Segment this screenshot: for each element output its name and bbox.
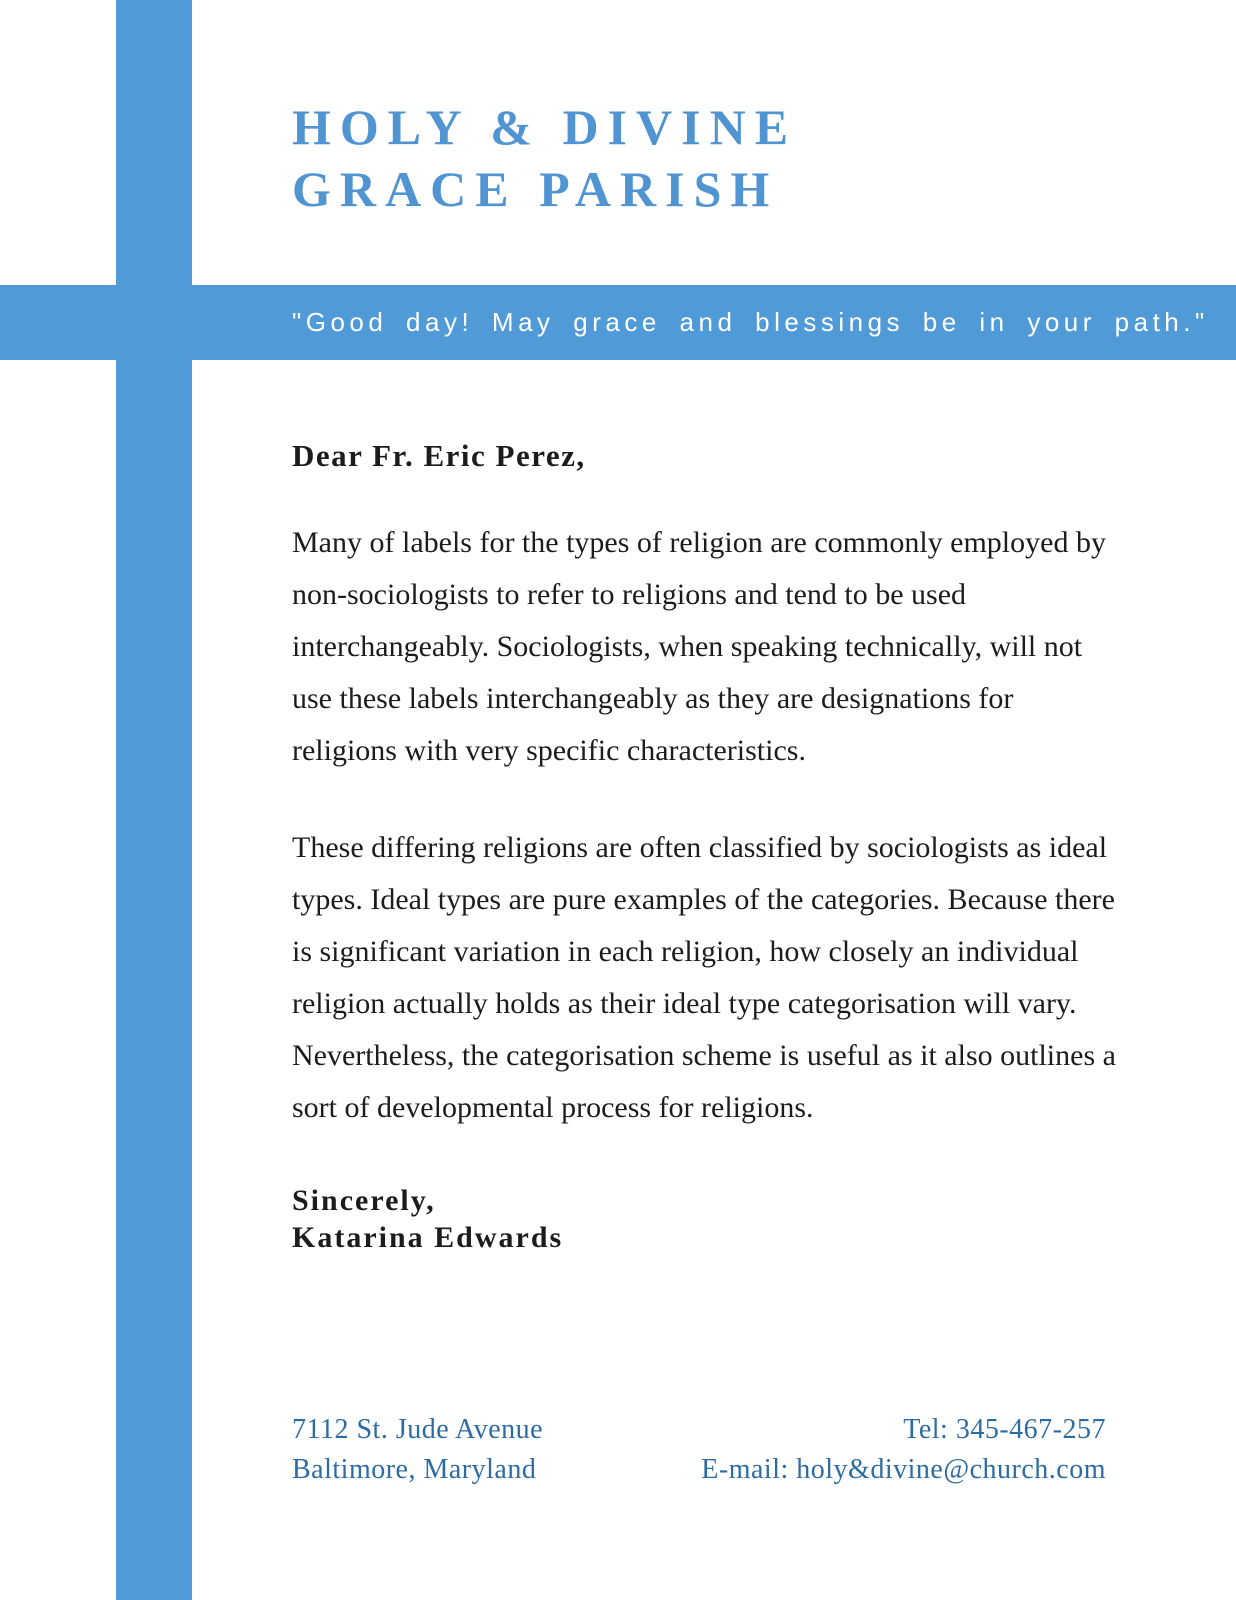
- paragraph-2-line: sort of developmental process for religions.: [292, 1091, 814, 1124]
- closing: Sincerely,: [292, 1184, 436, 1217]
- paragraph-2-line: religion actually holds as their ideal type categorisation will vary.: [292, 987, 1077, 1020]
- paragraph-2-line: These differing religions are often classified by sociologists as ideal: [292, 831, 1108, 864]
- footer-contact: [701, 1410, 1106, 1490]
- cross-horizontal-band: [0, 285, 1236, 360]
- paragraph-1-line: non-sociologists to refer to religions and tend to be used: [292, 578, 967, 611]
- address-line1: 7112 St. Jude Avenue: [292, 1414, 544, 1445]
- letter-body: [292, 437, 1116, 1256]
- paragraph-1-line: interchangeably. Sociologists, when speaking technically, will not: [292, 630, 1083, 663]
- paragraph-2-line: Nevertheless, the categorisation scheme is useful as it also outlines a: [292, 1039, 1116, 1072]
- paragraph-2: [292, 822, 1116, 1134]
- address-line2: Baltimore, Maryland: [292, 1454, 537, 1485]
- tagline-quote: "Good day! May grace and blessings be in your path.": [292, 307, 1209, 337]
- paragraph-1-line: religions with very specific characteristics.: [292, 734, 806, 767]
- signature-name: Katarina Edwards: [292, 1221, 564, 1254]
- parish-title: [292, 96, 797, 220]
- paragraph-2-line: is significant variation in each religion, how closely an individual: [292, 935, 1079, 968]
- paragraph-1-line: use these labels interchangeably as they are designations for: [292, 682, 1014, 715]
- greeting: Dear Fr. Eric Perez,: [292, 438, 586, 473]
- paragraph-1-line: Many of labels for the types of religion are commonly employed by: [292, 526, 1106, 559]
- email: E-mail: holy&divine@church.com: [701, 1454, 1106, 1485]
- parish-title-line1: HOLY & DIVINE: [292, 99, 798, 155]
- paragraph-2-line: types. Ideal types are pure examples of the categories. Because there: [292, 883, 1115, 916]
- paragraph-1: [292, 517, 1104, 777]
- cross-vertical-bar: [116, 0, 192, 1600]
- telephone: Tel: 345-467-257: [903, 1414, 1106, 1445]
- signature-block: [292, 1182, 1104, 1256]
- parish-title-line2: GRACE PARISH: [292, 161, 779, 217]
- footer-address: [292, 1410, 543, 1490]
